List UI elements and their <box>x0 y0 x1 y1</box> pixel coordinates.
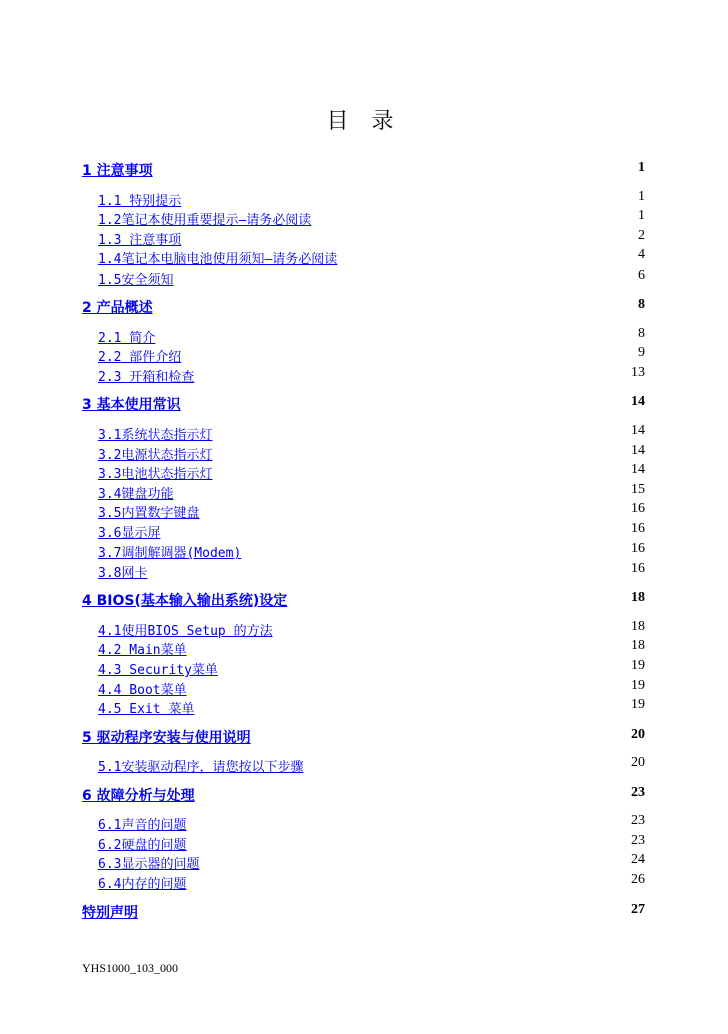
toc-section-link[interactable]: 1.1 特别提示 <box>98 194 182 209</box>
toc-page-number: 19 <box>631 658 645 673</box>
toc-section-link[interactable]: 4.5 Exit 菜单 <box>98 702 195 717</box>
toc-section-link[interactable]: 1.3 注意事项 <box>98 233 182 248</box>
toc-section-entry <box>0 678 728 698</box>
toc-section-entry <box>0 852 728 872</box>
toc-page-number: 23 <box>631 833 645 848</box>
toc-page-number: 20 <box>631 727 645 742</box>
toc-section-link[interactable]: 1.2笔记本使用重要提示—请务必阅读 <box>98 213 312 228</box>
toc-section-entry <box>0 189 728 209</box>
toc-page-number: 24 <box>631 852 645 867</box>
toc-section-entry <box>0 658 728 678</box>
toc-section-link[interactable]: 6.1声音的问题 <box>98 818 187 833</box>
toc-section-link[interactable]: 6.3显示器的问题 <box>98 857 200 872</box>
toc-chapter-link[interactable]: 4 BIOS(基本输入输出系统)设定 <box>82 593 288 609</box>
toc-page-number: 18 <box>631 638 645 653</box>
toc-page-number: 1 <box>638 208 645 223</box>
toc-chapter-link[interactable]: 2 产品概述 <box>82 300 153 316</box>
toc-section-link[interactable]: 3.7调制解调器(Modem) <box>98 546 242 561</box>
toc-section-entry <box>0 541 728 561</box>
toc-chapter-link[interactable]: 特别声明 <box>82 905 138 921</box>
toc-page-number: 1 <box>638 189 645 204</box>
toc-section-link[interactable]: 3.4键盘功能 <box>98 487 174 502</box>
toc-page-number: 16 <box>631 501 645 516</box>
toc-section-entry <box>0 462 728 482</box>
toc-page-number: 14 <box>631 443 645 458</box>
toc-section-entry <box>0 423 728 443</box>
toc-section-entry <box>0 326 728 346</box>
toc-page-number: 16 <box>631 521 645 536</box>
toc-section-entry <box>0 872 728 892</box>
toc-page-number: 14 <box>631 462 645 477</box>
toc-section-entry <box>0 228 728 248</box>
toc-page-number: 4 <box>638 247 645 262</box>
toc-page-number: 26 <box>631 872 645 887</box>
toc-section-link[interactable]: 3.2电源状态指示灯 <box>98 448 213 463</box>
toc-page-number: 18 <box>631 619 645 634</box>
toc-section-link[interactable]: 6.2硬盘的问题 <box>98 838 187 853</box>
toc-section-link[interactable]: 2.2 部件介绍 <box>98 350 182 365</box>
toc-section-entry <box>0 619 728 639</box>
toc-chapter-link[interactable]: 6 故障分析与处理 <box>82 788 195 804</box>
toc-section-link[interactable]: 4.3 Security菜单 <box>98 663 218 678</box>
toc-page-number: 23 <box>631 813 645 828</box>
toc-page-number: 8 <box>638 326 645 341</box>
toc-page-number: 6 <box>638 268 645 283</box>
toc-section-link[interactable]: 3.1系统状态指示灯 <box>98 428 213 443</box>
toc-page-number: 15 <box>631 482 645 497</box>
toc-section-entry <box>0 697 728 717</box>
toc-section-entry <box>0 501 728 521</box>
toc-chapter-entry <box>0 727 728 747</box>
toc-section-entry <box>0 521 728 541</box>
toc-section-entry <box>0 365 728 385</box>
toc-page-number: 13 <box>631 365 645 380</box>
toc-page-number: 2 <box>638 228 645 243</box>
toc-section-link[interactable]: 2.3 开箱和检查 <box>98 370 195 385</box>
toc-section-link[interactable]: 5.1安装驱动程序，请您按以下步骤 <box>98 760 304 775</box>
toc-section-link[interactable]: 3.8网卡 <box>98 566 148 581</box>
toc-page-number: 23 <box>631 785 645 800</box>
toc-section-entry <box>0 561 728 581</box>
toc-page-number: 18 <box>631 590 645 605</box>
toc-chapter-entry <box>0 394 728 414</box>
toc-chapter-link[interactable]: 3 基本使用常识 <box>82 397 181 413</box>
toc-page-number: 20 <box>631 755 645 770</box>
toc-section-entry <box>0 268 728 288</box>
toc-section-link[interactable]: 4.2 Main菜单 <box>98 643 187 658</box>
toc-section-link[interactable]: 6.4内存的问题 <box>98 877 187 892</box>
toc-page-number: 16 <box>631 541 645 556</box>
toc-section-link[interactable]: 3.3电池状态指示灯 <box>98 467 213 482</box>
toc-section-entry <box>0 833 728 853</box>
toc-section-link[interactable]: 4.4 Boot菜单 <box>98 683 187 698</box>
toc-chapter-entry <box>0 590 728 610</box>
toc-section-entry <box>0 482 728 502</box>
toc-section-link[interactable]: 3.6显示屏 <box>98 526 161 541</box>
toc-section-link[interactable]: 1.4笔记本电脑电池使用须知—请务必阅读 <box>98 252 338 267</box>
toc-section-entry <box>0 638 728 658</box>
toc-page-number: 8 <box>638 297 645 312</box>
toc-page-number: 14 <box>631 423 645 438</box>
toc-section-entry <box>0 755 728 775</box>
toc-page-number: 27 <box>631 902 645 917</box>
toc-section-link[interactable]: 2.1 简介 <box>98 331 156 346</box>
toc-section-entry <box>0 345 728 365</box>
page-title: 目 录 <box>326 109 402 134</box>
toc-page-number: 1 <box>638 160 645 175</box>
toc-section-entry <box>0 247 728 267</box>
toc-page-number: 19 <box>631 678 645 693</box>
toc-page-number: 16 <box>631 561 645 576</box>
document-id-footer: YHS1000_103_000 <box>82 961 179 975</box>
toc-chapter-entry <box>0 297 728 317</box>
toc-section-entry <box>0 208 728 228</box>
toc-chapter-entry <box>0 902 728 922</box>
toc-section-entry <box>0 813 728 833</box>
toc-section-entry <box>0 443 728 463</box>
toc-section-link[interactable]: 1.5安全须知 <box>98 273 174 288</box>
toc-chapter-entry <box>0 785 728 805</box>
toc-section-link[interactable]: 3.5内置数字键盘 <box>98 506 200 521</box>
toc-page-number: 14 <box>631 394 645 409</box>
toc-page-number: 19 <box>631 697 645 712</box>
toc-chapter-link[interactable]: 5 驱动程序安装与使用说明 <box>82 730 251 746</box>
toc-chapter-entry <box>0 160 728 180</box>
toc-section-link[interactable]: 4.1使用BIOS Setup 的方法 <box>98 624 273 639</box>
toc-chapter-link[interactable]: 1 注意事项 <box>82 163 153 179</box>
toc-page-number: 9 <box>638 345 645 360</box>
